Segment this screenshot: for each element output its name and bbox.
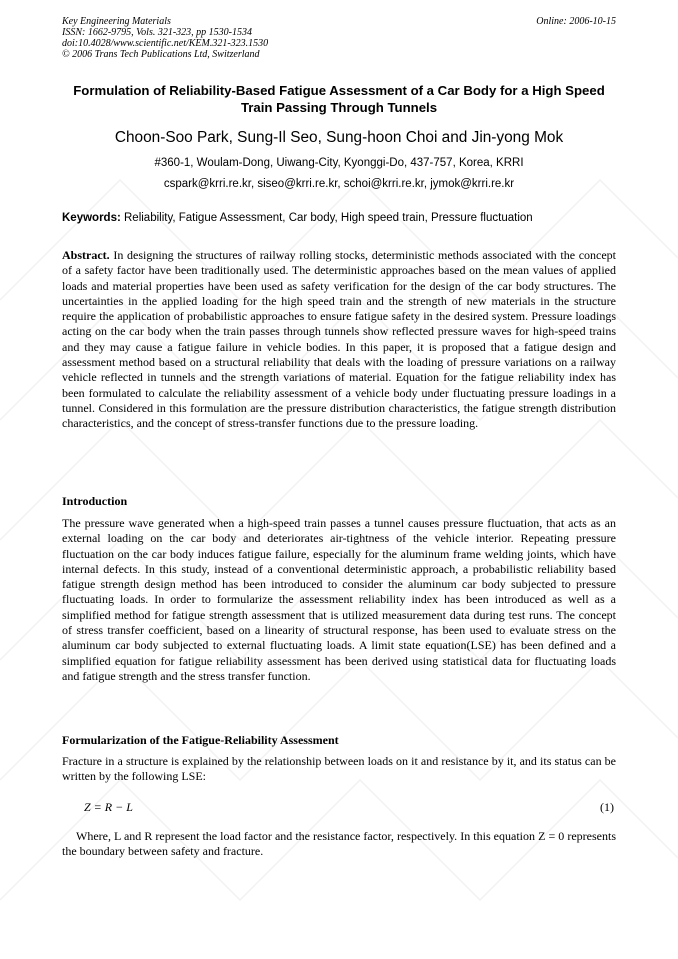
keywords-text: Reliability, Fatigue Assessment, Car body, High speed train, Pressure fluctuation bbox=[124, 212, 533, 224]
author-list: Choon-Soo Park, Sung-Il Seo, Sung-hoon Choi and Jin-yong Mok bbox=[114, 129, 564, 146]
abstract bbox=[62, 248, 616, 432]
equation-1: Z = R − L bbox=[84, 800, 133, 814]
where-text: Where, L and R represent the load factor and the resistance factor, respectively. In this equation Z = 0 represents the boundary between safety and fracture. bbox=[62, 829, 616, 859]
abstract-label: Abstract. bbox=[62, 248, 110, 262]
issn-line: ISSN: 1662-9795, Vols. 321-323, pp 1530-1534 bbox=[62, 27, 252, 38]
keywords bbox=[62, 211, 616, 226]
journal-header bbox=[62, 16, 616, 60]
online-date: Online: 2006-10-15 bbox=[536, 16, 616, 27]
copyright-line: © 2006 Trans Tech Publications Ltd, Switzerland bbox=[62, 49, 260, 60]
equation-number: (1) bbox=[600, 800, 614, 814]
author-emails: cspark@krri.re.kr, siseo@krri.re.kr, schoi@krri.re.kr, jymok@krri.re.kr bbox=[163, 178, 515, 190]
paper-title: Formulation of Reliability-Based Fatigue Assessment of a Car Body for a High Speed Train Passing Through Tunnels bbox=[73, 83, 605, 115]
affiliation: #360-1, Woulam-Dong, Uiwang-City, Kyonggi-Do, 437-757, Korea, KRRI bbox=[154, 157, 524, 169]
keywords-label: Keywords: bbox=[62, 212, 121, 224]
journal-name: Key Engineering Materials bbox=[62, 16, 171, 27]
doi-line: doi:10.4028/www.scientific.net/KEM.321-323.1530 bbox=[62, 38, 269, 49]
formularization-heading: Formularization of the Fatigue-Reliability Assessment bbox=[62, 733, 339, 747]
abstract-text: In designing the structures of railway rolling stocks, deterministic methods associated with the concept of a safety factor have been traditionally used. The deterministic approaches based on the mean values of applied loads and material properties have been used as safety verification for the design of the car body structures. The uncertainties in the applied loading for the high speed train and the strength of new materials in the structure require the application of probabilistic approaches to ensure fatigue safety in the desired system. Pressure loadings acting on the car body when the train passes through tunnels show reflected pressure waves for high-speed trains and they may cause a fatigue failure in vehicle bodies. In this paper, it is proposed that a fatigue design and assessment method based on a structural reliability that deals with the loading of pressure variations on a railway vehicle reflected in tunnels and the strength variations of material. Equation for the fatigue reliability index has been formulated to calculate the reliability assessment of a vehicle body under fluctuating pressure loadings in a tunnel. Considered in this formulation are the pressure distribution characteristics, the fatigue strength distribution characteristics, and the concept of stress-transfer functions due to the pressure loading. bbox=[62, 248, 617, 431]
introduction-text: The pressure wave generated when a high-speed train passes a tunnel causes pressure fluctuation, that acts as an external loading on the car body and deteriorates air-tightness of the vehicle interior. Repeating pressure fluctuation on the car body induces fatigue failure, especially for the aluminum frame welding joints, which have internal defects. In this study, instead of a conventional deterministic approach, a probabilistic reliability based fatigue strength design method has been introduced to consider the aluminum car body subjected to pressure fluctuating loads. In order to formularize the assessment reliability index has been introduced as well as a simplified method for fatigue strength assessment that is utilized measurement data during test runs. The concept of stress transfer coefficient, based on a linearity of structural response, has been used to evaluate stress on the aluminum car body subjected to external fluctuating loads. A limit state equation(LSE) has been defined and a simplified equation for fatigue reliability assessment has been derived using statistical data for fluctuating loads and fatigue strength and the stress transfer function. bbox=[62, 516, 616, 683]
introduction-heading: Introduction bbox=[62, 494, 128, 508]
formularization-text: Fracture in a structure is explained by the relationship between loads on it and resistance by it, and its status can be written by the following LSE: bbox=[62, 754, 616, 784]
